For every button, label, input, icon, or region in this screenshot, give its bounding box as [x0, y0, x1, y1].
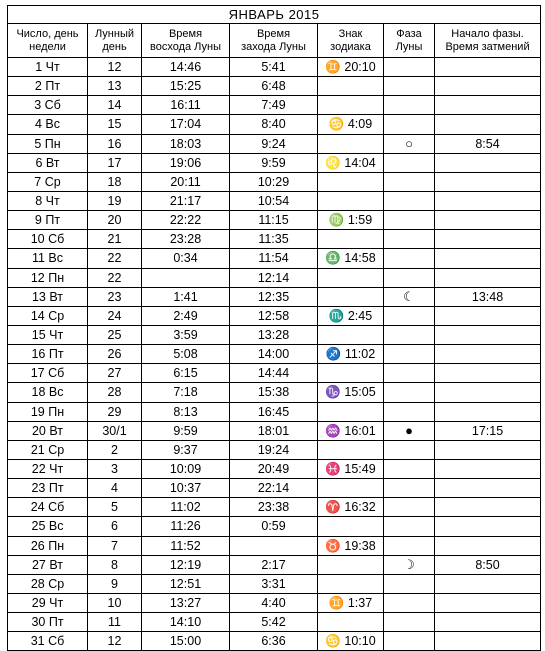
- zodiac-cell: ♊ 1:37: [318, 593, 384, 612]
- phase-start-cell: [435, 402, 541, 421]
- moon-phase-cell: [384, 479, 435, 498]
- date-cell: 22 Чт: [8, 459, 88, 478]
- moonset-cell: [230, 536, 318, 555]
- phase-start-cell: [435, 306, 541, 325]
- moonset-cell: 12:14: [230, 268, 318, 287]
- zodiac-cell: ♍ 1:59: [318, 211, 384, 230]
- moonrise-cell: 21:17: [142, 191, 230, 210]
- moon-phase-cell: [384, 574, 435, 593]
- zodiac-cell: [318, 517, 384, 536]
- date-cell: 15 Чт: [8, 325, 88, 344]
- date-cell: 29 Чт: [8, 593, 88, 612]
- date-cell: 13 Вт: [8, 287, 88, 306]
- table-row: [8, 440, 541, 459]
- moon-phase-cell: [384, 459, 435, 478]
- table-row: [8, 191, 541, 210]
- lunar-day-cell: 23: [88, 287, 142, 306]
- phase-start-cell: [435, 459, 541, 478]
- table-row: [8, 593, 541, 612]
- moon-phase-cell: ☾: [384, 287, 435, 306]
- phase-start-cell: 13:48: [435, 287, 541, 306]
- moon-phase-cell: [384, 536, 435, 555]
- date-cell: 11 Вс: [8, 249, 88, 268]
- date-cell: 30 Пт: [8, 613, 88, 632]
- zodiac-cell: [318, 555, 384, 574]
- lunar-day-cell: 17: [88, 153, 142, 172]
- zodiac-cell: [318, 134, 384, 153]
- moonrise-cell: 11:02: [142, 498, 230, 517]
- header-zodiac: Знак зодиака: [318, 24, 384, 58]
- date-cell: 19 Пн: [8, 402, 88, 421]
- moonset-cell: 6:36: [230, 632, 318, 651]
- moonset-cell: 2:17: [230, 555, 318, 574]
- moonset-cell: 0:59: [230, 517, 318, 536]
- moon-phase-cell: [384, 517, 435, 536]
- moonset-cell: 3:31: [230, 574, 318, 593]
- lunar-day-cell: 26: [88, 345, 142, 364]
- date-cell: 2 Пт: [8, 77, 88, 96]
- moon-phase-cell: [384, 613, 435, 632]
- date-cell: 16 Пт: [8, 345, 88, 364]
- moonrise-cell: 0:34: [142, 249, 230, 268]
- moonset-cell: 15:38: [230, 383, 318, 402]
- table-row: [8, 555, 541, 574]
- moonrise-cell: 16:11: [142, 96, 230, 115]
- moon-phase-cell: [384, 77, 435, 96]
- moonset-cell: 23:38: [230, 498, 318, 517]
- date-cell: 18 Вс: [8, 383, 88, 402]
- header-moonset: Время захода Луны: [230, 24, 318, 58]
- zodiac-cell: ♐ 11:02: [318, 345, 384, 364]
- lunar-day-cell: 2: [88, 440, 142, 459]
- moonrise-cell: 15:00: [142, 632, 230, 651]
- table-row: [8, 345, 541, 364]
- lunar-day-cell: 19: [88, 191, 142, 210]
- table-row: [8, 153, 541, 172]
- moon-phase-cell: [384, 96, 435, 115]
- table-row: [8, 96, 541, 115]
- moonrise-cell: 14:46: [142, 58, 230, 77]
- table-row: [8, 613, 541, 632]
- table-row: [8, 115, 541, 134]
- moon-phase-cell: [384, 268, 435, 287]
- zodiac-cell: ♎ 14:58: [318, 249, 384, 268]
- table-row: [8, 249, 541, 268]
- moonrise-cell: 14:10: [142, 613, 230, 632]
- phase-start-cell: [435, 58, 541, 77]
- moonrise-cell: 12:51: [142, 574, 230, 593]
- table-row: [8, 77, 541, 96]
- moon-phase-cell: [384, 153, 435, 172]
- zodiac-cell: [318, 574, 384, 593]
- table-row: [8, 479, 541, 498]
- table-row: [8, 211, 541, 230]
- date-cell: 7 Ср: [8, 172, 88, 191]
- table-row: [8, 459, 541, 478]
- moonrise-cell: 6:15: [142, 364, 230, 383]
- date-cell: 17 Сб: [8, 364, 88, 383]
- moonset-cell: 9:59: [230, 153, 318, 172]
- phase-start-cell: [435, 498, 541, 517]
- phase-start-cell: [435, 364, 541, 383]
- moon-phase-cell: [384, 211, 435, 230]
- date-cell: 26 Пн: [8, 536, 88, 555]
- phase-start-cell: [435, 383, 541, 402]
- phase-start-cell: [435, 345, 541, 364]
- date-cell: 10 Сб: [8, 230, 88, 249]
- moon-phase-cell: [384, 249, 435, 268]
- phase-start-cell: 8:50: [435, 555, 541, 574]
- phase-start-cell: [435, 325, 541, 344]
- zodiac-cell: [318, 364, 384, 383]
- table-row: [8, 632, 541, 651]
- header-phase-start: Начало фазы. Время затмений: [435, 24, 541, 58]
- moonrise-cell: 2:49: [142, 306, 230, 325]
- moonrise-cell: 9:37: [142, 440, 230, 459]
- moonset-cell: 12:58: [230, 306, 318, 325]
- lunar-day-cell: 14: [88, 96, 142, 115]
- lunar-day-cell: 9: [88, 574, 142, 593]
- moonset-cell: 9:24: [230, 134, 318, 153]
- lunar-day-cell: 20: [88, 211, 142, 230]
- table-row: [8, 364, 541, 383]
- moonrise-cell: 8:13: [142, 402, 230, 421]
- zodiac-cell: ♑ 15:05: [318, 383, 384, 402]
- date-cell: 1 Чт: [8, 58, 88, 77]
- moonset-cell: 14:44: [230, 364, 318, 383]
- zodiac-cell: ♋ 4:09: [318, 115, 384, 134]
- moonrise-cell: 22:22: [142, 211, 230, 230]
- moonrise-cell: 18:03: [142, 134, 230, 153]
- phase-start-cell: [435, 172, 541, 191]
- moonrise-cell: 13:27: [142, 593, 230, 612]
- table-row: [8, 536, 541, 555]
- moon-phase-cell: [384, 191, 435, 210]
- moonrise-cell: [142, 268, 230, 287]
- phase-start-cell: [435, 115, 541, 134]
- moonset-cell: 8:40: [230, 115, 318, 134]
- moonset-cell: 11:35: [230, 230, 318, 249]
- date-cell: 24 Сб: [8, 498, 88, 517]
- header-date: Число, день недели: [8, 24, 88, 58]
- header-moon-phase: Фаза Луны: [384, 24, 435, 58]
- table-row: [8, 498, 541, 517]
- lunar-day-cell: 22: [88, 268, 142, 287]
- zodiac-cell: [318, 440, 384, 459]
- moon-phase-cell: [384, 230, 435, 249]
- date-cell: 28 Ср: [8, 574, 88, 593]
- moonset-cell: 16:45: [230, 402, 318, 421]
- moonset-cell: 12:35: [230, 287, 318, 306]
- moon-calendar-table: [7, 5, 541, 651]
- table-row: [8, 383, 541, 402]
- zodiac-cell: [318, 325, 384, 344]
- moonrise-cell: 5:08: [142, 345, 230, 364]
- phase-start-cell: [435, 249, 541, 268]
- moonset-cell: 13:28: [230, 325, 318, 344]
- table-row: [8, 402, 541, 421]
- moonrise-cell: 10:37: [142, 479, 230, 498]
- table-row: [8, 517, 541, 536]
- lunar-day-cell: 13: [88, 77, 142, 96]
- moon-phase-cell: [384, 498, 435, 517]
- table-title: ЯНВАРЬ 2015: [8, 6, 541, 24]
- phase-start-cell: [435, 230, 541, 249]
- moonset-cell: 10:29: [230, 172, 318, 191]
- moonrise-cell: 7:18: [142, 383, 230, 402]
- moon-phase-cell: [384, 58, 435, 77]
- moon-phase-cell: [384, 364, 435, 383]
- moon-phase-cell: ●: [384, 421, 435, 440]
- moonset-cell: 10:54: [230, 191, 318, 210]
- moon-phase-cell: [384, 325, 435, 344]
- moonset-cell: 4:40: [230, 593, 318, 612]
- table-row: [8, 287, 541, 306]
- date-cell: 4 Вс: [8, 115, 88, 134]
- lunar-day-cell: 28: [88, 383, 142, 402]
- phase-start-cell: [435, 440, 541, 459]
- lunar-day-cell: 12: [88, 632, 142, 651]
- date-cell: 25 Вс: [8, 517, 88, 536]
- table-row: [8, 268, 541, 287]
- phase-start-cell: [435, 153, 541, 172]
- phase-start-cell: [435, 593, 541, 612]
- lunar-day-cell: 22: [88, 249, 142, 268]
- zodiac-cell: ♒ 16:01: [318, 421, 384, 440]
- date-cell: 31 Сб: [8, 632, 88, 651]
- zodiac-cell: [318, 479, 384, 498]
- header-lunar-day: Лунный день: [88, 24, 142, 58]
- phase-start-cell: [435, 96, 541, 115]
- lunar-day-cell: 7: [88, 536, 142, 555]
- lunar-day-cell: 5: [88, 498, 142, 517]
- moonrise-cell: 12:19: [142, 555, 230, 574]
- lunar-day-cell: 27: [88, 364, 142, 383]
- phase-start-cell: [435, 536, 541, 555]
- moonset-cell: 20:49: [230, 459, 318, 478]
- header-moonrise: Время восхода Луны: [142, 24, 230, 58]
- moonrise-cell: 17:04: [142, 115, 230, 134]
- table-row: [8, 230, 541, 249]
- moonrise-cell: 10:09: [142, 459, 230, 478]
- moon-phase-cell: [384, 345, 435, 364]
- moon-phase-cell: [384, 172, 435, 191]
- zodiac-cell: [318, 96, 384, 115]
- table-row: [8, 134, 541, 153]
- zodiac-cell: ♌ 14:04: [318, 153, 384, 172]
- table-row: [8, 574, 541, 593]
- zodiac-cell: ♉ 19:38: [318, 536, 384, 555]
- phase-start-cell: [435, 211, 541, 230]
- phase-start-cell: [435, 632, 541, 651]
- date-cell: 27 Вт: [8, 555, 88, 574]
- zodiac-cell: [318, 402, 384, 421]
- zodiac-cell: ♓ 15:49: [318, 459, 384, 478]
- moon-phase-cell: [384, 632, 435, 651]
- zodiac-cell: ♈ 16:32: [318, 498, 384, 517]
- date-cell: 8 Чт: [8, 191, 88, 210]
- zodiac-cell: [318, 77, 384, 96]
- lunar-day-cell: 24: [88, 306, 142, 325]
- lunar-day-cell: 30/1: [88, 421, 142, 440]
- moonrise-cell: 1:41: [142, 287, 230, 306]
- phase-start-cell: [435, 613, 541, 632]
- table-row: [8, 58, 541, 77]
- date-cell: 14 Ср: [8, 306, 88, 325]
- lunar-day-cell: 4: [88, 479, 142, 498]
- moonrise-cell: 9:59: [142, 421, 230, 440]
- moonrise-cell: 11:26: [142, 517, 230, 536]
- moonset-cell: 7:49: [230, 96, 318, 115]
- lunar-day-cell: 8: [88, 555, 142, 574]
- moonset-cell: 11:15: [230, 211, 318, 230]
- moonset-cell: 18:01: [230, 421, 318, 440]
- phase-start-cell: [435, 517, 541, 536]
- phase-start-cell: [435, 574, 541, 593]
- lunar-day-cell: 3: [88, 459, 142, 478]
- lunar-day-cell: 21: [88, 230, 142, 249]
- lunar-day-cell: 10: [88, 593, 142, 612]
- date-cell: 20 Вт: [8, 421, 88, 440]
- date-cell: 21 Ср: [8, 440, 88, 459]
- date-cell: 5 Пн: [8, 134, 88, 153]
- moonrise-cell: 23:28: [142, 230, 230, 249]
- zodiac-cell: [318, 230, 384, 249]
- moon-phase-cell: ○: [384, 134, 435, 153]
- phase-start-cell: [435, 479, 541, 498]
- moon-phase-cell: [384, 402, 435, 421]
- table-row: [8, 325, 541, 344]
- zodiac-cell: [318, 287, 384, 306]
- date-cell: 6 Вт: [8, 153, 88, 172]
- moonrise-cell: 20:11: [142, 172, 230, 191]
- zodiac-cell: [318, 613, 384, 632]
- moonset-cell: 14:00: [230, 345, 318, 364]
- zodiac-cell: [318, 191, 384, 210]
- lunar-day-cell: 18: [88, 172, 142, 191]
- lunar-day-cell: 6: [88, 517, 142, 536]
- lunar-day-cell: 15: [88, 115, 142, 134]
- phase-start-cell: [435, 77, 541, 96]
- lunar-day-cell: 11: [88, 613, 142, 632]
- zodiac-cell: ♊ 20:10: [318, 58, 384, 77]
- moonrise-cell: 11:52: [142, 536, 230, 555]
- moonrise-cell: 3:59: [142, 325, 230, 344]
- lunar-day-cell: 16: [88, 134, 142, 153]
- moonset-cell: 19:24: [230, 440, 318, 459]
- moon-phase-cell: [384, 440, 435, 459]
- zodiac-cell: ♋ 10:10: [318, 632, 384, 651]
- moonset-cell: 5:42: [230, 613, 318, 632]
- moonset-cell: 11:54: [230, 249, 318, 268]
- lunar-day-cell: 29: [88, 402, 142, 421]
- table-row: [8, 306, 541, 325]
- table-row: [8, 421, 541, 440]
- phase-start-cell: [435, 268, 541, 287]
- date-cell: 23 Пт: [8, 479, 88, 498]
- table-row: [8, 172, 541, 191]
- moonset-cell: 6:48: [230, 77, 318, 96]
- date-cell: 12 Пн: [8, 268, 88, 287]
- zodiac-cell: [318, 268, 384, 287]
- moonrise-cell: 15:25: [142, 77, 230, 96]
- moonrise-cell: 19:06: [142, 153, 230, 172]
- moon-phase-cell: [384, 115, 435, 134]
- zodiac-cell: [318, 172, 384, 191]
- moon-phase-cell: [384, 306, 435, 325]
- moon-phase-cell: ☽: [384, 555, 435, 574]
- phase-start-cell: 17:15: [435, 421, 541, 440]
- lunar-day-cell: 12: [88, 58, 142, 77]
- moonset-cell: 5:41: [230, 58, 318, 77]
- phase-start-cell: 8:54: [435, 134, 541, 153]
- moonset-cell: 22:14: [230, 479, 318, 498]
- zodiac-cell: ♏ 2:45: [318, 306, 384, 325]
- date-cell: 9 Пт: [8, 211, 88, 230]
- phase-start-cell: [435, 191, 541, 210]
- date-cell: 3 Сб: [8, 96, 88, 115]
- moon-phase-cell: [384, 593, 435, 612]
- lunar-day-cell: 25: [88, 325, 142, 344]
- moon-phase-cell: [384, 383, 435, 402]
